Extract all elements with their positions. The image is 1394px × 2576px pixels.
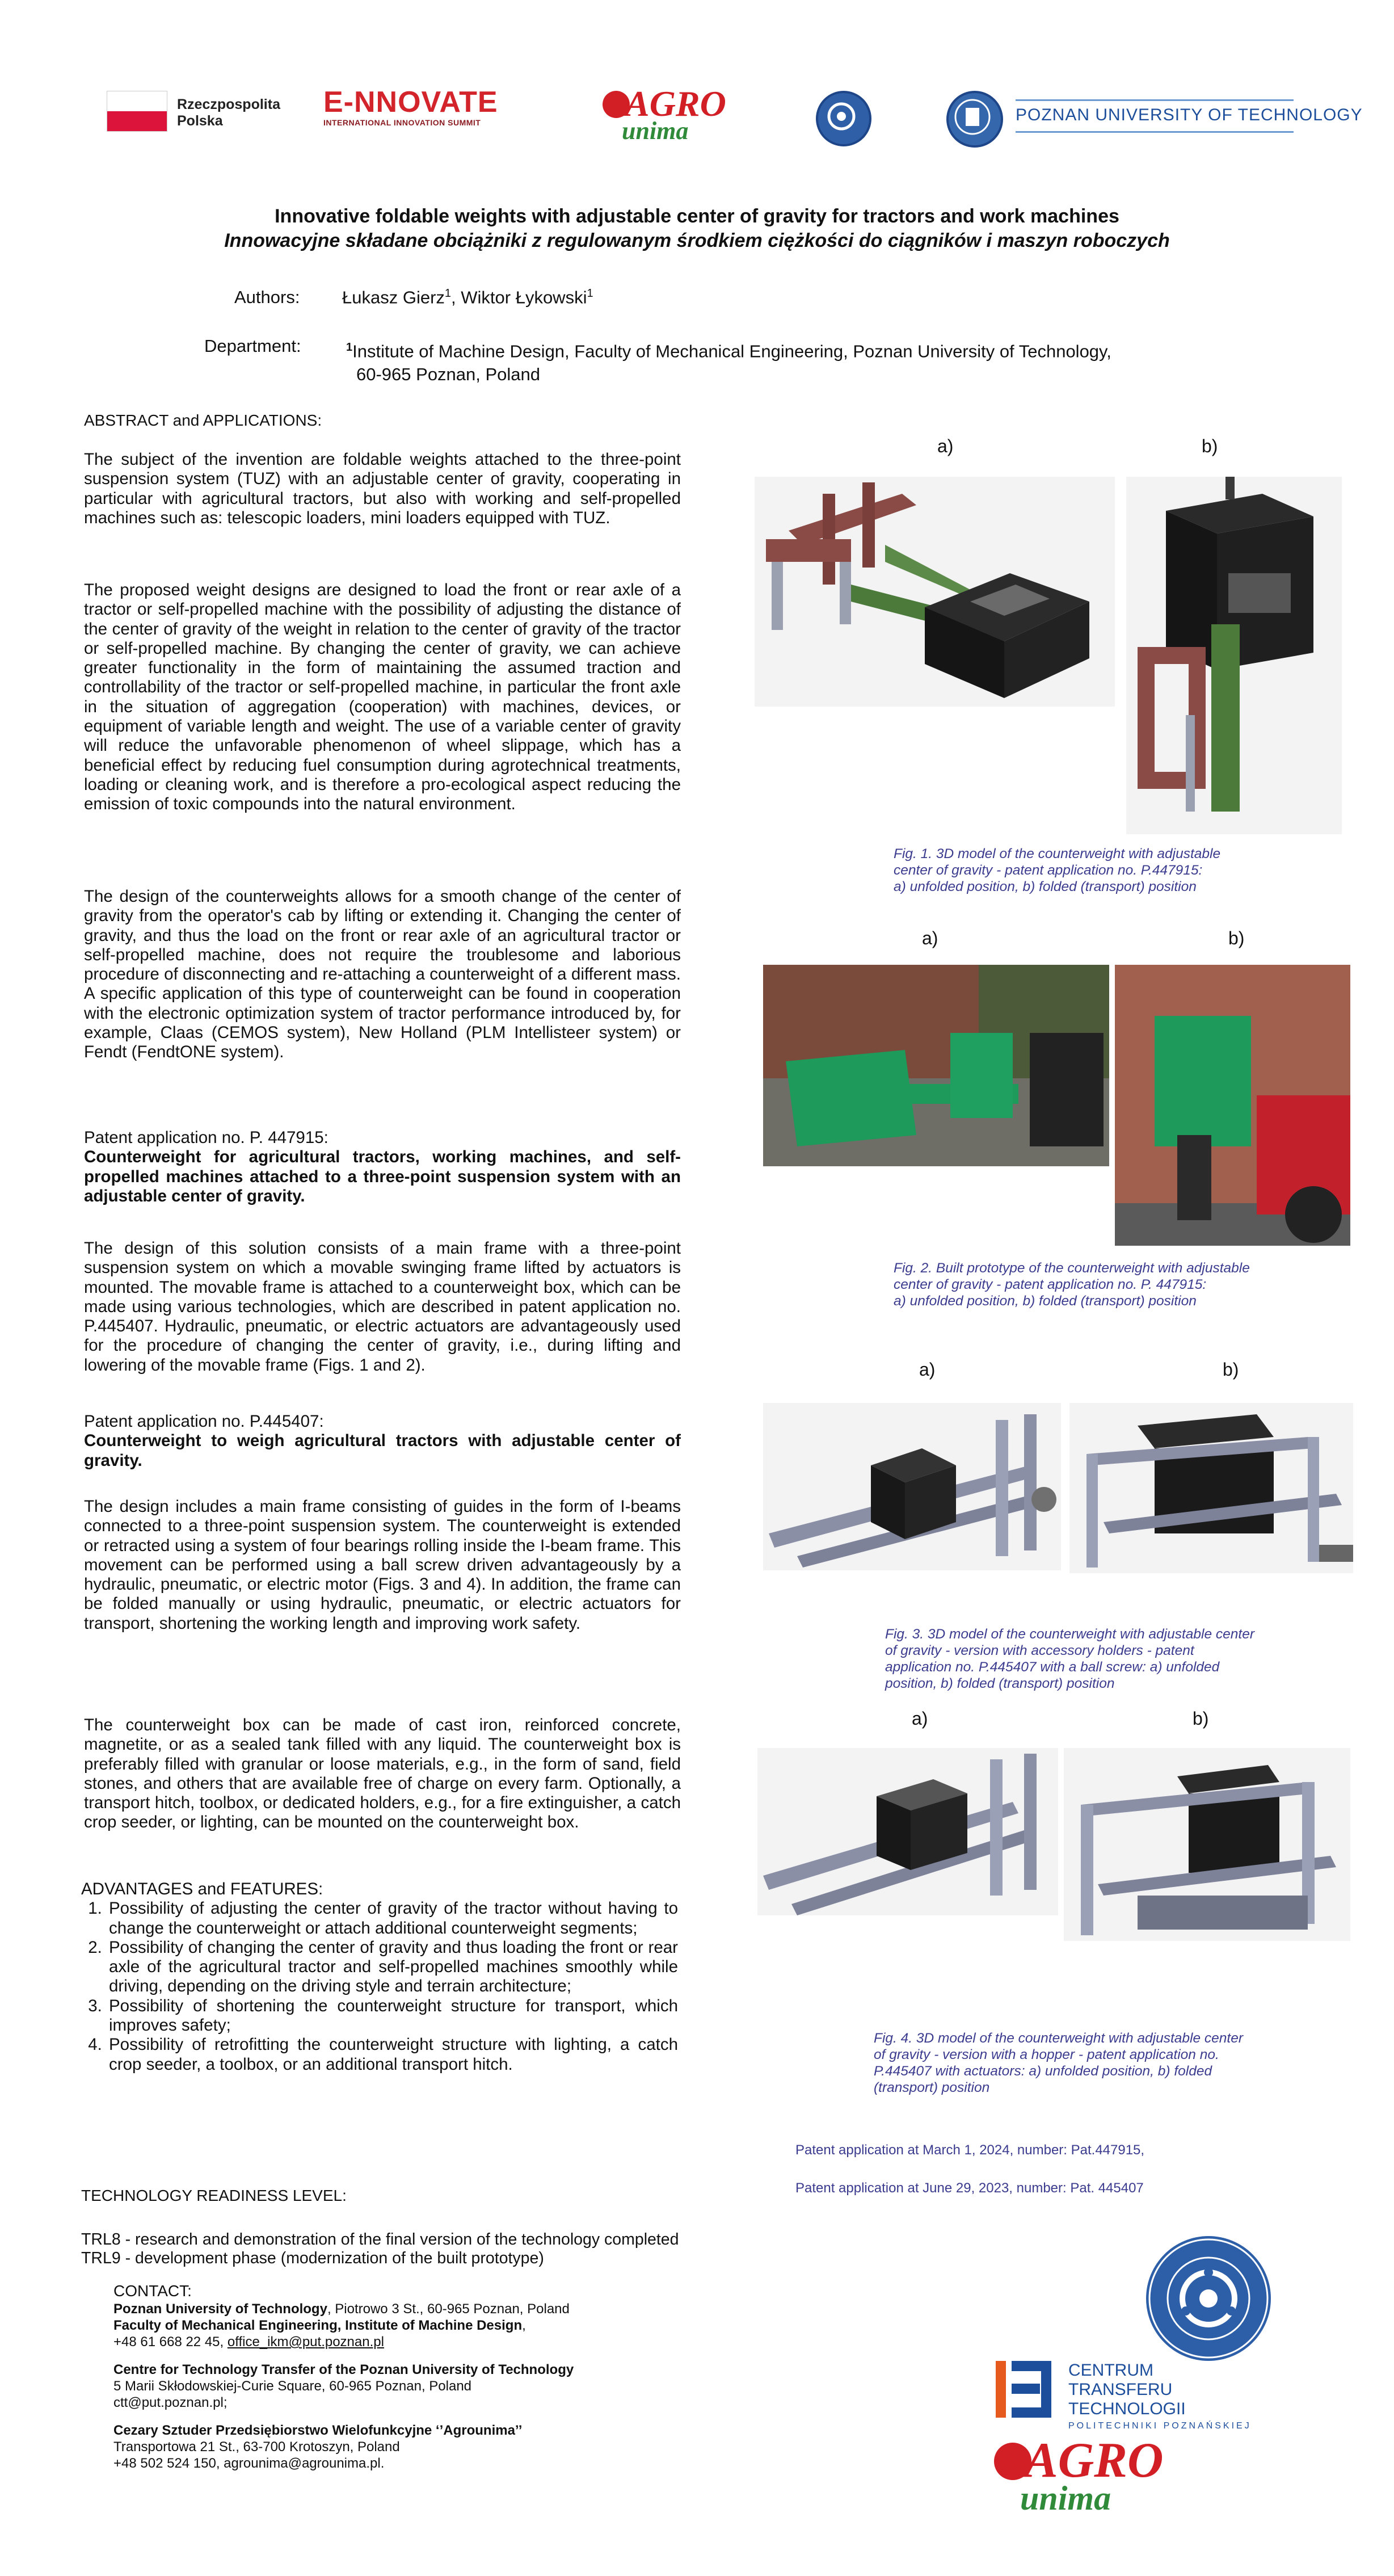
patent1-title: Counterweight for agricultural tractors, working machines, and self-propelled machines attached to a three-point suspension system with an adjustable center of gravity. [84, 1148, 681, 1205]
fig1b-image [1126, 477, 1342, 834]
advantage-item: 1. Possibility of adjusting the center of gravity of the tractor without having to change the counterweight or attach additional counterweight segments; [107, 1899, 678, 1938]
abstract-p5: The design includes a main frame consisting of guides in the form of I-beams connected to a three-point suspension system. The counterweight is extended or retracted using a system of four bearings rolling inside the I-beam frame. This movement can be performed using a ball screw driven advantageously by a hydraulic, pneumatic, or electric motor (Figs. 3 and 4). In addition, the frame can be folded manually or using hydraulic, pneumatic, or electric actuators for transport, shortening the working length and improving work safety. [84, 1497, 681, 1633]
poster-title: Innovative foldable weights with adjustable center of gravity for tractors and work machines [275, 205, 1119, 227]
rzeczpospolita-logo-text: Rzeczpospolita Polska [177, 96, 280, 129]
fig1-label-b: b) [1202, 436, 1218, 456]
authors-list: Łukasz Gierz$^1$, Wiktor Łykowski$^1$ [342, 287, 593, 308]
patent-note-1: Patent application at March 1, 2024, number: Pat.447915, [795, 2142, 1145, 2158]
fig4a-image [757, 1748, 1058, 1915]
advantages-list [81, 1899, 678, 2074]
poster-subtitle: Innowacyjne składane obciążniki z regulowanym środkiem ciężkości do ciągników i maszyn roboczych [224, 230, 1170, 251]
patent-note-2: Patent application at June 29, 2023, number: Pat. 445407 [795, 2180, 1144, 2196]
department-text: $^1$Institute of Machine Design, Faculty of Mechanical Engineering, Poznan University of Technology, 60-965 Poznan, Poland [346, 341, 1111, 385]
put-logo-text: POZNAN UNIVERSITY OF TECHNOLOGY [1016, 106, 1363, 124]
fig3-label-b: b) [1223, 1359, 1239, 1380]
polish-flag-logo [107, 91, 167, 132]
abstract-heading: ABSTRACT and APPLICATIONS: [84, 411, 322, 429]
fig4-caption: Fig. 4. 3D model of the counterweight with adjustable center of gravity - version with a hopper - patent application no. P.445407 with actuators: a) unfolded position, b) folded (transport) position [874, 2031, 1243, 2095]
patent1-block [84, 1128, 681, 1206]
fig4b-image [1064, 1748, 1350, 1941]
department-label: Department: [204, 336, 301, 356]
abstract-p6: The counterweight box can be made of cast iron, reinforced concrete, magnetite, or as a sealed tank filled with any liquid. The counterweight box is preferably filled with granular or loose materials, e.g., in the form of sand, field stones, and others that are available free of charge on every farm. Optionally, a transport hitch, toolbox, or dedicated holders, e.g., for a fire extinguisher, a catch crop seeder, or lighting, can be mounted on the counterweight box. [84, 1716, 681, 1832]
trl-lines: TRL8 - research and demonstration of the final version of the technology completed TRL9 - development phase (modernization of the built prototype) [81, 2230, 679, 2267]
contact-block: CONTACT: Poznan University of Technology, Piotrowo 3 St., 60-965 Poznan, Poland Faculty of Mechanical Engineering, Institute of Machine Design, +48 61 668 22 45, office_ikm@put.poznan.pl Centre for Technology Transfer of the Poznan University of Technology 5 Marii Skłodowskiej-Curie Square, 60-965 Poznan, Poland ctt@put.poznan.pl; Cezary Sztuder Przedsiębiorstwo Wielofunkcyjne ‘’Agrounima’’ Transportowa 21 St., 63-700 Krotoszyn, Poland +48 502 524 150, agrounima@agrounima.pl. [113, 2282, 574, 2471]
contact-heading: CONTACT: [113, 2282, 192, 2300]
abstract-p2: The proposed weight designs are designed to load the front or rear axle of a tractor or self-propelled machine with the possibility of adjusting the distance of the center of gravity of the weight in relation to the center of gravity of the tractor or self-propelled machine. By changing the center of gravity, we can achieve greater functionality in the form of maintaining the assumed traction and controllability of the tractor or self-propelled machine, in particular the front axle in the situation of aggregation (cooperation) with machines, devices, or equipment of variable length and weight. The use of a variable center of gravity will reduce the unfavorable phenomenon of wheel slippage, which has a beneficial effect by reducing fuel consumption during agrotechnical treatments, loading or cleaning work, and is therefore a pro-ecological aspect reducing the emission of toxic compounds into the natural environment. [84, 581, 681, 814]
patent2-label: Patent application no. P.445407: [84, 1412, 324, 1431]
fig2-caption: Fig. 2. Built prototype of the counterweight with adjustable center of gravity - patent application no. P. 447915: a) unfolded position, b) folded (transport) position [894, 1260, 1250, 1309]
ennovate-logo: E-NNOVATE INTERNATIONAL INNOVATION SUMMIT [323, 86, 498, 127]
trl-heading: TECHNOLOGY READINESS LEVEL: [81, 2187, 347, 2204]
advantages-heading: ADVANTAGES and FEATURES: [81, 1880, 323, 1898]
fig2b-photo [1115, 965, 1350, 1246]
fig1a-image [755, 477, 1115, 707]
patent2-block [84, 1412, 681, 1470]
fig3-label-a: a) [919, 1359, 936, 1380]
fig2-label-b: b) [1228, 928, 1245, 948]
fig1-caption: Fig. 1. 3D model of the counterweight with adjustable center of gravity - patent application no. P.447915: a) unfolded position, b) folded (transport) position [894, 846, 1221, 894]
agrounima-logo-bottom: AGRO unima [994, 2435, 1181, 2520]
advantage-item: 2. Possibility of changing the center of gravity and thus loading the front or rear axle of the agricultural tractor and self-propelled machines smoothly while driving, depending on the driving style and terrain architecture; [107, 1938, 678, 1997]
imd-seal-logo-small [816, 91, 871, 146]
put-logo-line-bottom [1016, 131, 1294, 133]
abstract-p1: The subject of the invention are foldable weights attached to the three-point suspension system (TUZ) with an adjustable center of gravity, cooperating in particular with agricultural tractors, but also with working and self-propelled machines such as: telescopic loaders, mini loaders equipped with TUZ. [84, 450, 681, 527]
put-seal-logo [946, 91, 1003, 148]
fig4-label-b: b) [1193, 1708, 1209, 1729]
fig2-label-a: a) [922, 928, 938, 948]
author-1: Łukasz Gierz [342, 287, 445, 308]
fig3b-image [1069, 1403, 1353, 1573]
authors-label: Authors: [234, 287, 300, 307]
agrounima-logo-top: AGRO unima [603, 85, 739, 148]
office-email-link[interactable]: office_ikm@put.poznan.pl [227, 2334, 384, 2350]
fig3-caption: Fig. 3. 3D model of the counterweight with adjustable center of gravity - version with accessory holders - patent application no. P.445407 with a ball screw: a) unfolded position, b) folded (transport) position [885, 1627, 1254, 1691]
advantages-section [81, 1880, 678, 2074]
abstract-p4: The design of this solution consists of a main frame with a three-point suspension system on which a movable swinging frame lifted by actuators is mounted. The movable frame is attached to a counterweight box, which can be made using various technologies, which are described in patent application no. P.445407. Hydraulic, pneumatic, or electric actuators are advantageously used for the procedure of changing the center of gravity, i.e., during lifting and lowering of the movable frame (Figs. 1 and 2). [84, 1239, 681, 1375]
advantage-item: 4. Possibility of retrofitting the counterweight structure with lighting, a catch crop seeder, a toolbox, or an additional transport hitch. [107, 2035, 678, 2074]
advantage-item: 3. Possibility of shortening the counterweight structure for transport, which improves safety; [107, 1997, 678, 2036]
abstract-p3: The design of the counterweights allows for a smooth change of the center of gravity from the operator's cab by lifting or extending it. Changing the center of gravity, and thus the load on the front or rear axle of an agricultural tractor or self-propelled machine, does not require the troublesome and laborious procedure of disconnecting and re-attaching a counterweight of a different mass. A specific application of this type of counterweight can be found in cooperation with the electronic optimization system of tractor performance introduced by, for example, Claas (CEMOS system), New Holland (PLM Intellisteer system) or Fendt (FendtONE system). [84, 887, 681, 1062]
put-logo-line-top [1016, 99, 1294, 101]
fig1-label-a: a) [937, 436, 954, 456]
ctt-logo: CENTRUM TRANSFERU TECHNOLOGII POLITECHNIKI POZNAŃSKIEJ [996, 2361, 1279, 2423]
fig2a-photo [763, 965, 1109, 1166]
patent1-label: Patent application no. P. 447915: [84, 1128, 329, 1147]
imd-seal-logo-large [1146, 2236, 1271, 2361]
fig3a-image [763, 1403, 1061, 1570]
author-2: Wiktor Łykowski [461, 287, 587, 308]
ctt-email: ctt@put.poznan.pl; [113, 2395, 228, 2410]
fig4-label-a: a) [912, 1708, 928, 1729]
patent2-title: Counterweight to weigh agricultural tractors with adjustable center of gravity. [84, 1431, 681, 1470]
